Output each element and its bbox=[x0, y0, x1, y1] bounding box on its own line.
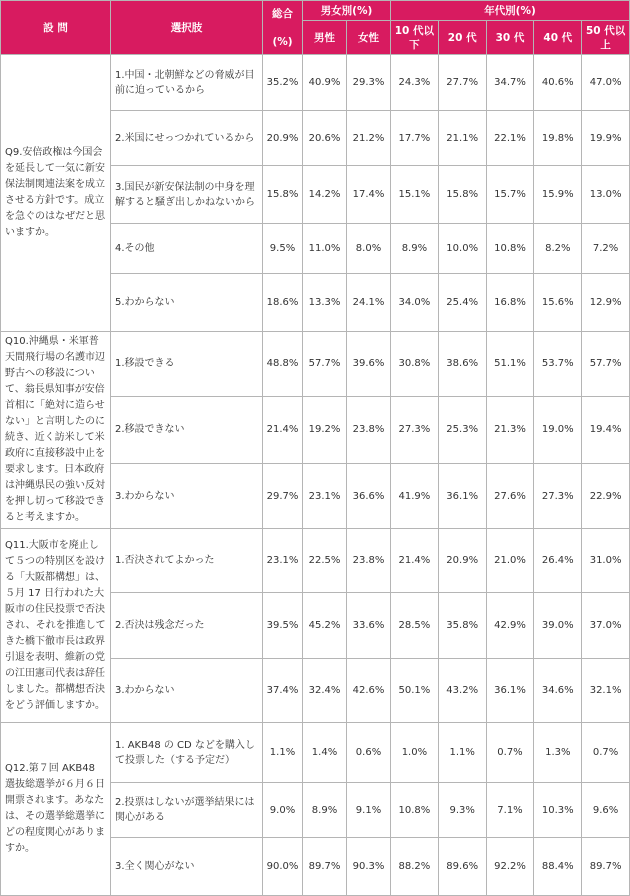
value-age-20: 1.1% bbox=[438, 723, 486, 783]
value-age-20: 89.6% bbox=[438, 838, 486, 896]
value-age-30: 21.0% bbox=[486, 529, 534, 593]
table-row bbox=[1, 332, 630, 397]
value-age-50: 57.7% bbox=[582, 332, 630, 397]
value-age-20: 25.4% bbox=[438, 274, 486, 332]
value-female: 0.6% bbox=[347, 723, 391, 783]
value-age-40: 19.8% bbox=[534, 111, 582, 166]
value-total: 35.2% bbox=[263, 55, 303, 111]
choice-label: 2.投票はしないが選挙結果には関心がある bbox=[111, 783, 263, 838]
value-age-30: 15.7% bbox=[486, 166, 534, 224]
value-total: 21.4% bbox=[263, 396, 303, 463]
value-age-50: 0.7% bbox=[582, 723, 630, 783]
value-age-50: 12.9% bbox=[582, 274, 630, 332]
value-age-30: 36.1% bbox=[486, 659, 534, 723]
value-age-30: 21.3% bbox=[486, 396, 534, 463]
value-age-20: 15.8% bbox=[438, 166, 486, 224]
value-age-40: 1.3% bbox=[534, 723, 582, 783]
value-age-40: 39.0% bbox=[534, 593, 582, 659]
header-age-40: 40 代 bbox=[534, 21, 582, 55]
value-male: 89.7% bbox=[303, 838, 347, 896]
value-male: 45.2% bbox=[303, 593, 347, 659]
value-age-30: 16.8% bbox=[486, 274, 534, 332]
value-age-40: 15.9% bbox=[534, 166, 582, 224]
value-age-10: 27.3% bbox=[391, 396, 439, 463]
header-gender-group: 男女別(%) bbox=[303, 1, 391, 21]
value-age-10: 28.5% bbox=[391, 593, 439, 659]
header-male: 男性 bbox=[303, 21, 347, 55]
value-age-30: 0.7% bbox=[486, 723, 534, 783]
question-text: Q10.沖縄県・米軍普天間飛行場の名護市辺野古への移設について、翁長県知事が安倍首相に「絶対に造らせない」と言明したのに続き、近く訪米して米政府に直接移設中止を要求します。日本政府は沖縄県民の強い反対を押し切って移設できると考えますか。 bbox=[1, 332, 111, 529]
survey-body bbox=[1, 55, 630, 896]
choice-label: 3.全く関心がない bbox=[111, 838, 263, 896]
value-total: 9.0% bbox=[263, 783, 303, 838]
value-total: 18.6% bbox=[263, 274, 303, 332]
header-choice: 選択肢 bbox=[111, 1, 263, 55]
value-age-10: 88.2% bbox=[391, 838, 439, 896]
value-age-20: 36.1% bbox=[438, 464, 486, 529]
value-age-30: 10.8% bbox=[486, 224, 534, 274]
value-male: 19.2% bbox=[303, 396, 347, 463]
value-male: 32.4% bbox=[303, 659, 347, 723]
question-text: Q11.大阪市を廃止して５つの特別区を設ける「大阪都構想」は、５月 17 日行われた大阪市の住民投票で否決され、それを推進してきた橋下徹市長は政界引退を表明、維新の党の江田憲司代表は辞任しました。都構想否決をどう評価しますか。 bbox=[1, 529, 111, 723]
value-total: 20.9% bbox=[263, 111, 303, 166]
value-age-10: 50.1% bbox=[391, 659, 439, 723]
value-male: 13.3% bbox=[303, 274, 347, 332]
value-age-50: 47.0% bbox=[582, 55, 630, 111]
value-age-50: 22.9% bbox=[582, 464, 630, 529]
value-age-20: 9.3% bbox=[438, 783, 486, 838]
choice-label: 1.否決されてよかった bbox=[111, 529, 263, 593]
value-age-10: 34.0% bbox=[391, 274, 439, 332]
value-age-10: 24.3% bbox=[391, 55, 439, 111]
choice-label: 1.移設できる bbox=[111, 332, 263, 397]
value-female: 36.6% bbox=[347, 464, 391, 529]
value-age-30: 34.7% bbox=[486, 55, 534, 111]
value-age-30: 42.9% bbox=[486, 593, 534, 659]
value-male: 20.6% bbox=[303, 111, 347, 166]
value-age-20: 10.0% bbox=[438, 224, 486, 274]
value-age-20: 25.3% bbox=[438, 396, 486, 463]
value-age-50: 37.0% bbox=[582, 593, 630, 659]
value-female: 42.6% bbox=[347, 659, 391, 723]
header-age-50: 50 代以上 bbox=[582, 21, 630, 55]
value-age-40: 26.4% bbox=[534, 529, 582, 593]
value-male: 22.5% bbox=[303, 529, 347, 593]
value-female: 9.1% bbox=[347, 783, 391, 838]
value-female: 8.0% bbox=[347, 224, 391, 274]
value-age-20: 35.8% bbox=[438, 593, 486, 659]
value-male: 23.1% bbox=[303, 464, 347, 529]
value-age-20: 20.9% bbox=[438, 529, 486, 593]
value-age-40: 34.6% bbox=[534, 659, 582, 723]
value-age-20: 27.7% bbox=[438, 55, 486, 111]
header-age-20: 20 代 bbox=[438, 21, 486, 55]
value-total: 37.4% bbox=[263, 659, 303, 723]
choice-label: 4.その他 bbox=[111, 224, 263, 274]
value-age-50: 7.2% bbox=[582, 224, 630, 274]
value-age-30: 7.1% bbox=[486, 783, 534, 838]
value-age-20: 43.2% bbox=[438, 659, 486, 723]
value-age-10: 8.9% bbox=[391, 224, 439, 274]
value-male: 57.7% bbox=[303, 332, 347, 397]
value-age-40: 8.2% bbox=[534, 224, 582, 274]
value-total: 39.5% bbox=[263, 593, 303, 659]
choice-label: 1. AKB48 の CD などを購入して投票した（する予定だ） bbox=[111, 723, 263, 783]
value-total: 15.8% bbox=[263, 166, 303, 224]
value-male: 8.9% bbox=[303, 783, 347, 838]
value-female: 24.1% bbox=[347, 274, 391, 332]
header-question: 設 問 bbox=[1, 1, 111, 55]
header-total: 総合 (%) bbox=[263, 1, 303, 55]
question-text: Q9.安倍政権は今国会を延長して一気に新安保法制関連法案を成立させる方針です。成立を急ぐのはなぜだと思いますか。 bbox=[1, 55, 111, 332]
value-age-40: 27.3% bbox=[534, 464, 582, 529]
header-age-30: 30 代 bbox=[486, 21, 534, 55]
value-age-40: 53.7% bbox=[534, 332, 582, 397]
value-age-30: 22.1% bbox=[486, 111, 534, 166]
choice-label: 2.移設できない bbox=[111, 396, 263, 463]
value-age-10: 30.8% bbox=[391, 332, 439, 397]
header-female: 女性 bbox=[347, 21, 391, 55]
table-row bbox=[1, 723, 630, 783]
value-female: 29.3% bbox=[347, 55, 391, 111]
table-row bbox=[1, 55, 630, 111]
value-female: 23.8% bbox=[347, 529, 391, 593]
value-male: 11.0% bbox=[303, 224, 347, 274]
value-age-50: 19.4% bbox=[582, 396, 630, 463]
value-total: 1.1% bbox=[263, 723, 303, 783]
value-age-40: 19.0% bbox=[534, 396, 582, 463]
value-age-50: 9.6% bbox=[582, 783, 630, 838]
value-age-40: 40.6% bbox=[534, 55, 582, 111]
choice-label: 5.わからない bbox=[111, 274, 263, 332]
value-age-10: 1.0% bbox=[391, 723, 439, 783]
value-female: 21.2% bbox=[347, 111, 391, 166]
value-age-50: 32.1% bbox=[582, 659, 630, 723]
value-age-40: 88.4% bbox=[534, 838, 582, 896]
choice-label: 1.中国・北朝鮮などの脅威が目前に迫っているから bbox=[111, 55, 263, 111]
header-age-10: 10 代以下 bbox=[391, 21, 439, 55]
value-age-20: 21.1% bbox=[438, 111, 486, 166]
value-female: 33.6% bbox=[347, 593, 391, 659]
value-female: 39.6% bbox=[347, 332, 391, 397]
value-age-50: 89.7% bbox=[582, 838, 630, 896]
value-total: 9.5% bbox=[263, 224, 303, 274]
value-age-50: 19.9% bbox=[582, 111, 630, 166]
value-total: 29.7% bbox=[263, 464, 303, 529]
value-male: 40.9% bbox=[303, 55, 347, 111]
value-age-40: 15.6% bbox=[534, 274, 582, 332]
choice-label: 2.米国にせっつかれているから bbox=[111, 111, 263, 166]
value-age-50: 31.0% bbox=[582, 529, 630, 593]
value-total: 90.0% bbox=[263, 838, 303, 896]
value-age-30: 27.6% bbox=[486, 464, 534, 529]
value-male: 1.4% bbox=[303, 723, 347, 783]
value-female: 90.3% bbox=[347, 838, 391, 896]
value-female: 17.4% bbox=[347, 166, 391, 224]
question-text: Q12.第７回 AKB48 選抜総選挙が６月６日開票されます。あなたは、その選挙総選挙にどの程度関心がありますか。 bbox=[1, 723, 111, 896]
value-age-10: 21.4% bbox=[391, 529, 439, 593]
value-total: 48.8% bbox=[263, 332, 303, 397]
choice-label: 3.国民が新安保法制の中身を理解すると騒ぎ出しかねないから bbox=[111, 166, 263, 224]
choice-label: 2.否決は残念だった bbox=[111, 593, 263, 659]
value-female: 23.8% bbox=[347, 396, 391, 463]
value-age-20: 38.6% bbox=[438, 332, 486, 397]
value-age-30: 92.2% bbox=[486, 838, 534, 896]
choice-label: 3.わからない bbox=[111, 659, 263, 723]
choice-label: 3.わからない bbox=[111, 464, 263, 529]
value-age-10: 10.8% bbox=[391, 783, 439, 838]
value-male: 14.2% bbox=[303, 166, 347, 224]
value-total: 23.1% bbox=[263, 529, 303, 593]
value-age-10: 17.7% bbox=[391, 111, 439, 166]
value-age-10: 41.9% bbox=[391, 464, 439, 529]
header-age-group: 年代別(%) bbox=[391, 1, 630, 21]
value-age-30: 51.1% bbox=[486, 332, 534, 397]
value-age-50: 13.0% bbox=[582, 166, 630, 224]
value-age-40: 10.3% bbox=[534, 783, 582, 838]
table-row bbox=[1, 529, 630, 593]
value-age-10: 15.1% bbox=[391, 166, 439, 224]
